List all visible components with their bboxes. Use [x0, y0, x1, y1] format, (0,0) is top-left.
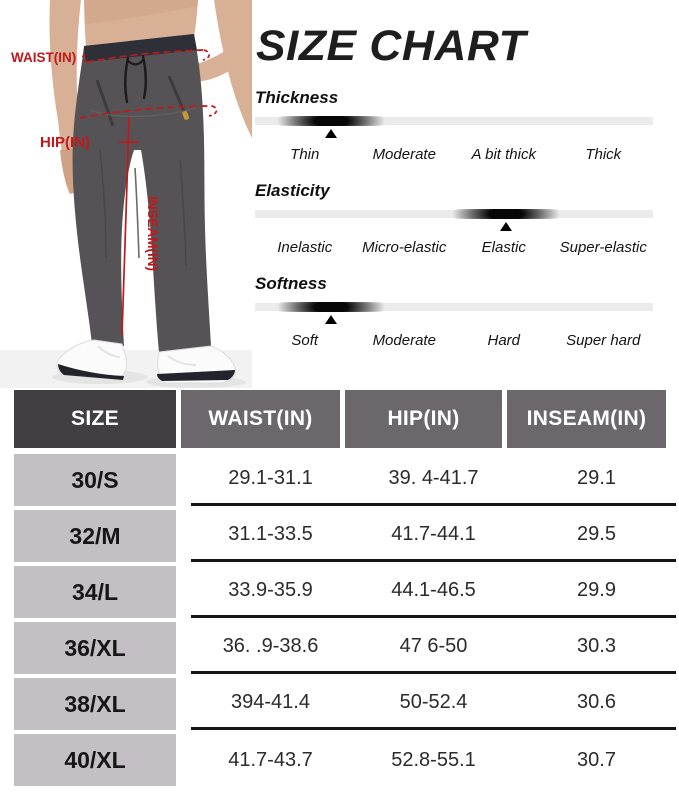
size-cell: 40/XL [14, 734, 176, 786]
scale-tick: Super hard [566, 332, 641, 349]
waist-annotation-label: WAIST(IN) [11, 50, 77, 65]
table-header-row [14, 390, 666, 448]
scale-hotspot [256, 116, 406, 126]
waist-value: 29.1-31.1 [228, 467, 313, 489]
scale-tick: Elastic [481, 239, 526, 256]
inseam-value: 29.1 [577, 467, 616, 489]
size-cell: 34/L [14, 566, 176, 618]
scale-group [255, 181, 653, 261]
hip-value: 39. 4-41.7 [388, 467, 479, 489]
table-row [14, 734, 666, 786]
hip-value: 50-52.4 [399, 691, 468, 713]
scale-bar [255, 303, 653, 311]
scale-tick: Thick [585, 146, 622, 163]
hip-annotation-label: HIP(IN) [40, 134, 90, 151]
table-body [14, 454, 666, 786]
table-row [14, 510, 666, 562]
waist-value: 36. .9-38.6 [222, 635, 319, 657]
size-cell: 32/M [14, 510, 176, 562]
size-cell: 38/XL [14, 678, 176, 730]
scale-tick: Super-elastic [559, 239, 647, 256]
table-row [14, 566, 666, 618]
scale-bar [255, 117, 653, 125]
scale-tick: Inelastic [277, 239, 333, 256]
scale-group [255, 88, 653, 168]
size-cell: 36/XL [14, 622, 176, 674]
size-cell: 30/S [14, 454, 176, 506]
hip-value: 41.7-44.1 [391, 523, 476, 545]
scale-tick: A bit thick [471, 146, 536, 163]
waist-value: 394-41.4 [231, 691, 310, 713]
column-header-size: SIZE [14, 390, 176, 448]
inseam-value: 30.3 [577, 635, 616, 657]
inseam-value: 30.7 [577, 748, 616, 771]
scale-tick: Micro-elastic [362, 239, 447, 256]
scale-label: Elasticity [255, 181, 330, 200]
scale-label: Thickness [255, 88, 339, 107]
inseam-value: 29.5 [577, 523, 616, 545]
scale-marker-icon [325, 315, 337, 324]
inseam-annotation-label: INSEAM(IN) [145, 196, 160, 271]
scale-hotspot [256, 302, 406, 312]
column-header-waist: WAIST(IN) [181, 390, 340, 448]
column-header-inseam: INSEAM(IN) [507, 390, 666, 448]
scale-bar [255, 210, 653, 218]
scale-label: Softness [255, 274, 327, 293]
product-photo [0, 0, 252, 388]
scale-marker-icon [500, 222, 512, 231]
inseam-value: 30.6 [577, 691, 616, 713]
scale-ticks [255, 332, 653, 349]
scale-tick: Moderate [372, 146, 436, 163]
scale-tick: Hard [487, 332, 520, 349]
hip-value: 52.8-55.1 [391, 748, 476, 771]
hip-value: 47 6-50 [399, 635, 468, 657]
size-table [14, 390, 666, 790]
table-row [14, 454, 666, 506]
scale-tick: Moderate [372, 332, 436, 349]
waist-value: 41.7-43.7 [228, 748, 313, 771]
scale-tick: Soft [291, 332, 319, 349]
waist-value: 33.9-35.9 [228, 579, 313, 601]
scale-group [255, 274, 653, 354]
scale-ticks [255, 146, 653, 163]
hip-value: 44.1-46.5 [391, 579, 476, 601]
scale-hotspot [431, 209, 581, 219]
waist-value: 31.1-33.5 [228, 523, 313, 545]
page-title: SIZE CHART [256, 22, 527, 70]
column-header-hip: HIP(IN) [345, 390, 502, 448]
scale-ticks [255, 239, 653, 256]
table-row [14, 622, 666, 674]
inseam-value: 29.9 [577, 579, 616, 601]
table-row [14, 678, 666, 730]
scale-tick: Thin [290, 146, 320, 163]
scale-marker-icon [325, 129, 337, 138]
